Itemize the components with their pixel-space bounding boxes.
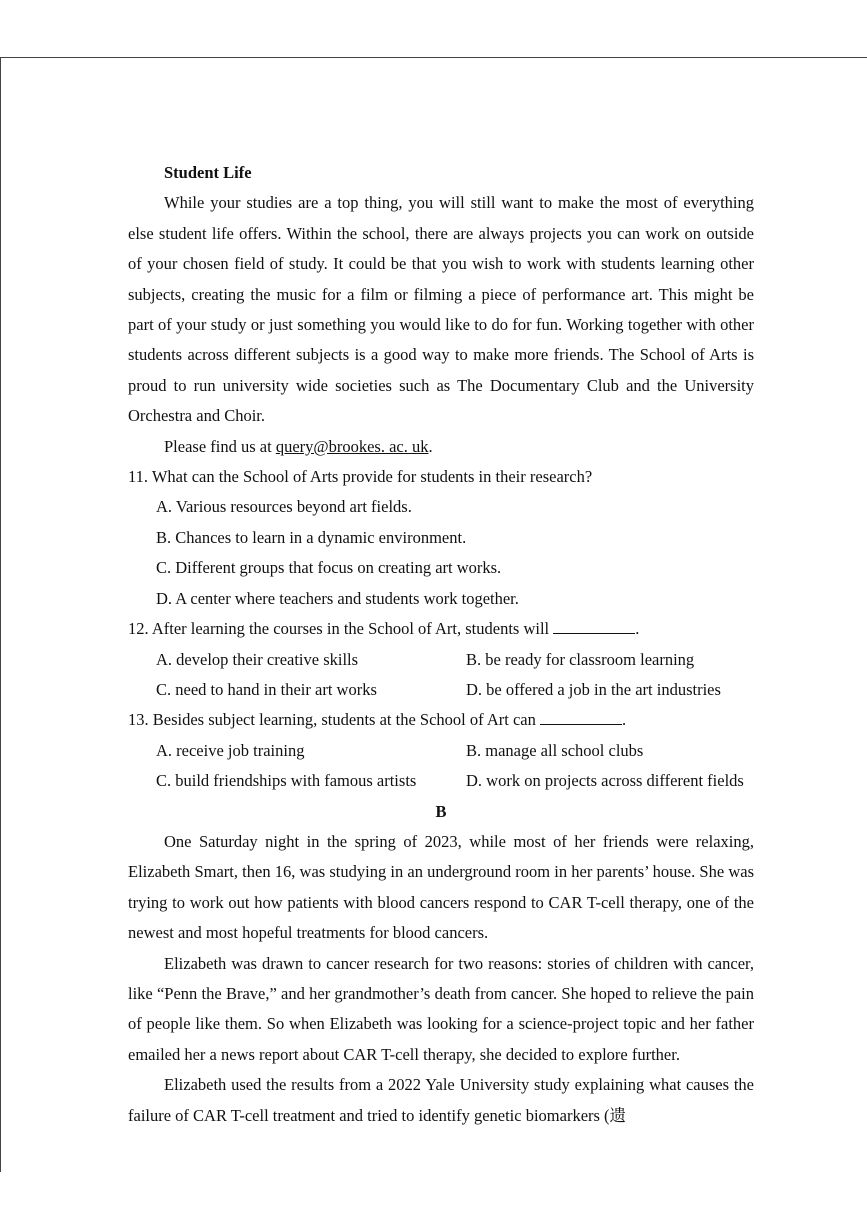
question-12-option-b: B. be ready for classroom learning xyxy=(466,649,695,669)
question-12-option-c: C. need to hand in their art works xyxy=(156,679,377,699)
passage-b-paragraph: Elizabeth used the results from a 2022 Yale University study explaining what causes the failure of CAR T-cell treatment and tried to identify genetic biomarkers (遗 xyxy=(128,1075,754,1125)
contact-prefix: Please find us at xyxy=(164,436,276,456)
question-12 xyxy=(128,614,754,644)
question-13-option-a: A. receive job training xyxy=(156,740,305,760)
contact-email-link[interactable]: query@brookes. ac. uk xyxy=(275,436,429,456)
contact-line xyxy=(128,432,754,462)
question-12-option-d: D. be offered a job in the art industries xyxy=(466,679,721,699)
section-paragraph: While your studies are a top thing, you will still want to make the most of everything else student life offers. Within the school, there are always projects you can work on outside of your chosen field of study. It could be that you wish to work with students learning other subjects, creating the music for a film or filming a piece of performance art. This might be part of your study or just something you would like to do for fun. Working together with other students across different subjects is a good way to make more friends. The School of Arts is proud to run university wide societies such as The Documentary Club and the University Orchestra and Choir. xyxy=(128,193,754,426)
question-11-option-b: B. Chances to learn in a dynamic environment. xyxy=(156,527,467,547)
passage-b-paragraph: One Saturday night in the spring of 2023, while most of her friends were relaxing, Elizabeth Smart, then 16, was studying in an underground room in her parents’ house. She was trying to work out how patients with blood cancers respond to CAR T-cell therapy, one of the newest and most hopeful treatments for blood cancers. xyxy=(128,831,754,943)
question-13-option-c: C. build friendships with famous artists xyxy=(156,771,417,791)
question-12-text: 12. After learning the courses in the School of Art, students will xyxy=(128,619,550,639)
question-11-option-a: A. Various resources beyond art fields. xyxy=(156,497,412,517)
section-title: Student Life xyxy=(164,163,252,182)
question-13-option-d: D. work on projects across different fields xyxy=(466,771,744,791)
page-border-top xyxy=(0,57,867,58)
section-heading-b: B xyxy=(435,801,447,821)
question-12-options xyxy=(128,645,754,706)
question-11-option-c: C. Different groups that focus on creating art works. xyxy=(156,558,502,578)
passage-b-paragraph: Elizabeth was drawn to cancer research for two reasons: stories of children with cancer, like “Penn the Brave,” and her grandmother’s death from cancer. She hoped to relieve the pain of people like them. So when Elizabeth was looking for a science-project topic and her father emailed her a news report about CAR T-cell therapy, she decided to explore further. xyxy=(128,953,754,1064)
question-12-option-a: A. develop their creative skills xyxy=(156,649,359,669)
question-13 xyxy=(128,705,754,735)
document-body xyxy=(128,158,754,1131)
answer-blank xyxy=(553,617,635,634)
question-11: 11. What can the School of Arts provide for students in their research? xyxy=(128,467,593,487)
page-border-left xyxy=(0,57,1,1172)
contact-suffix: . xyxy=(428,436,433,456)
question-12-suffix: . xyxy=(635,619,640,639)
question-13-option-b: B. manage all school clubs xyxy=(466,740,644,760)
question-13-options xyxy=(128,736,754,797)
question-13-suffix: . xyxy=(621,710,627,730)
question-13-text: 13. Besides subject learning, students at the School of Art can xyxy=(128,710,536,730)
answer-blank xyxy=(540,708,622,725)
question-11-option-d: D. A center where teachers and students work together. xyxy=(156,588,519,608)
